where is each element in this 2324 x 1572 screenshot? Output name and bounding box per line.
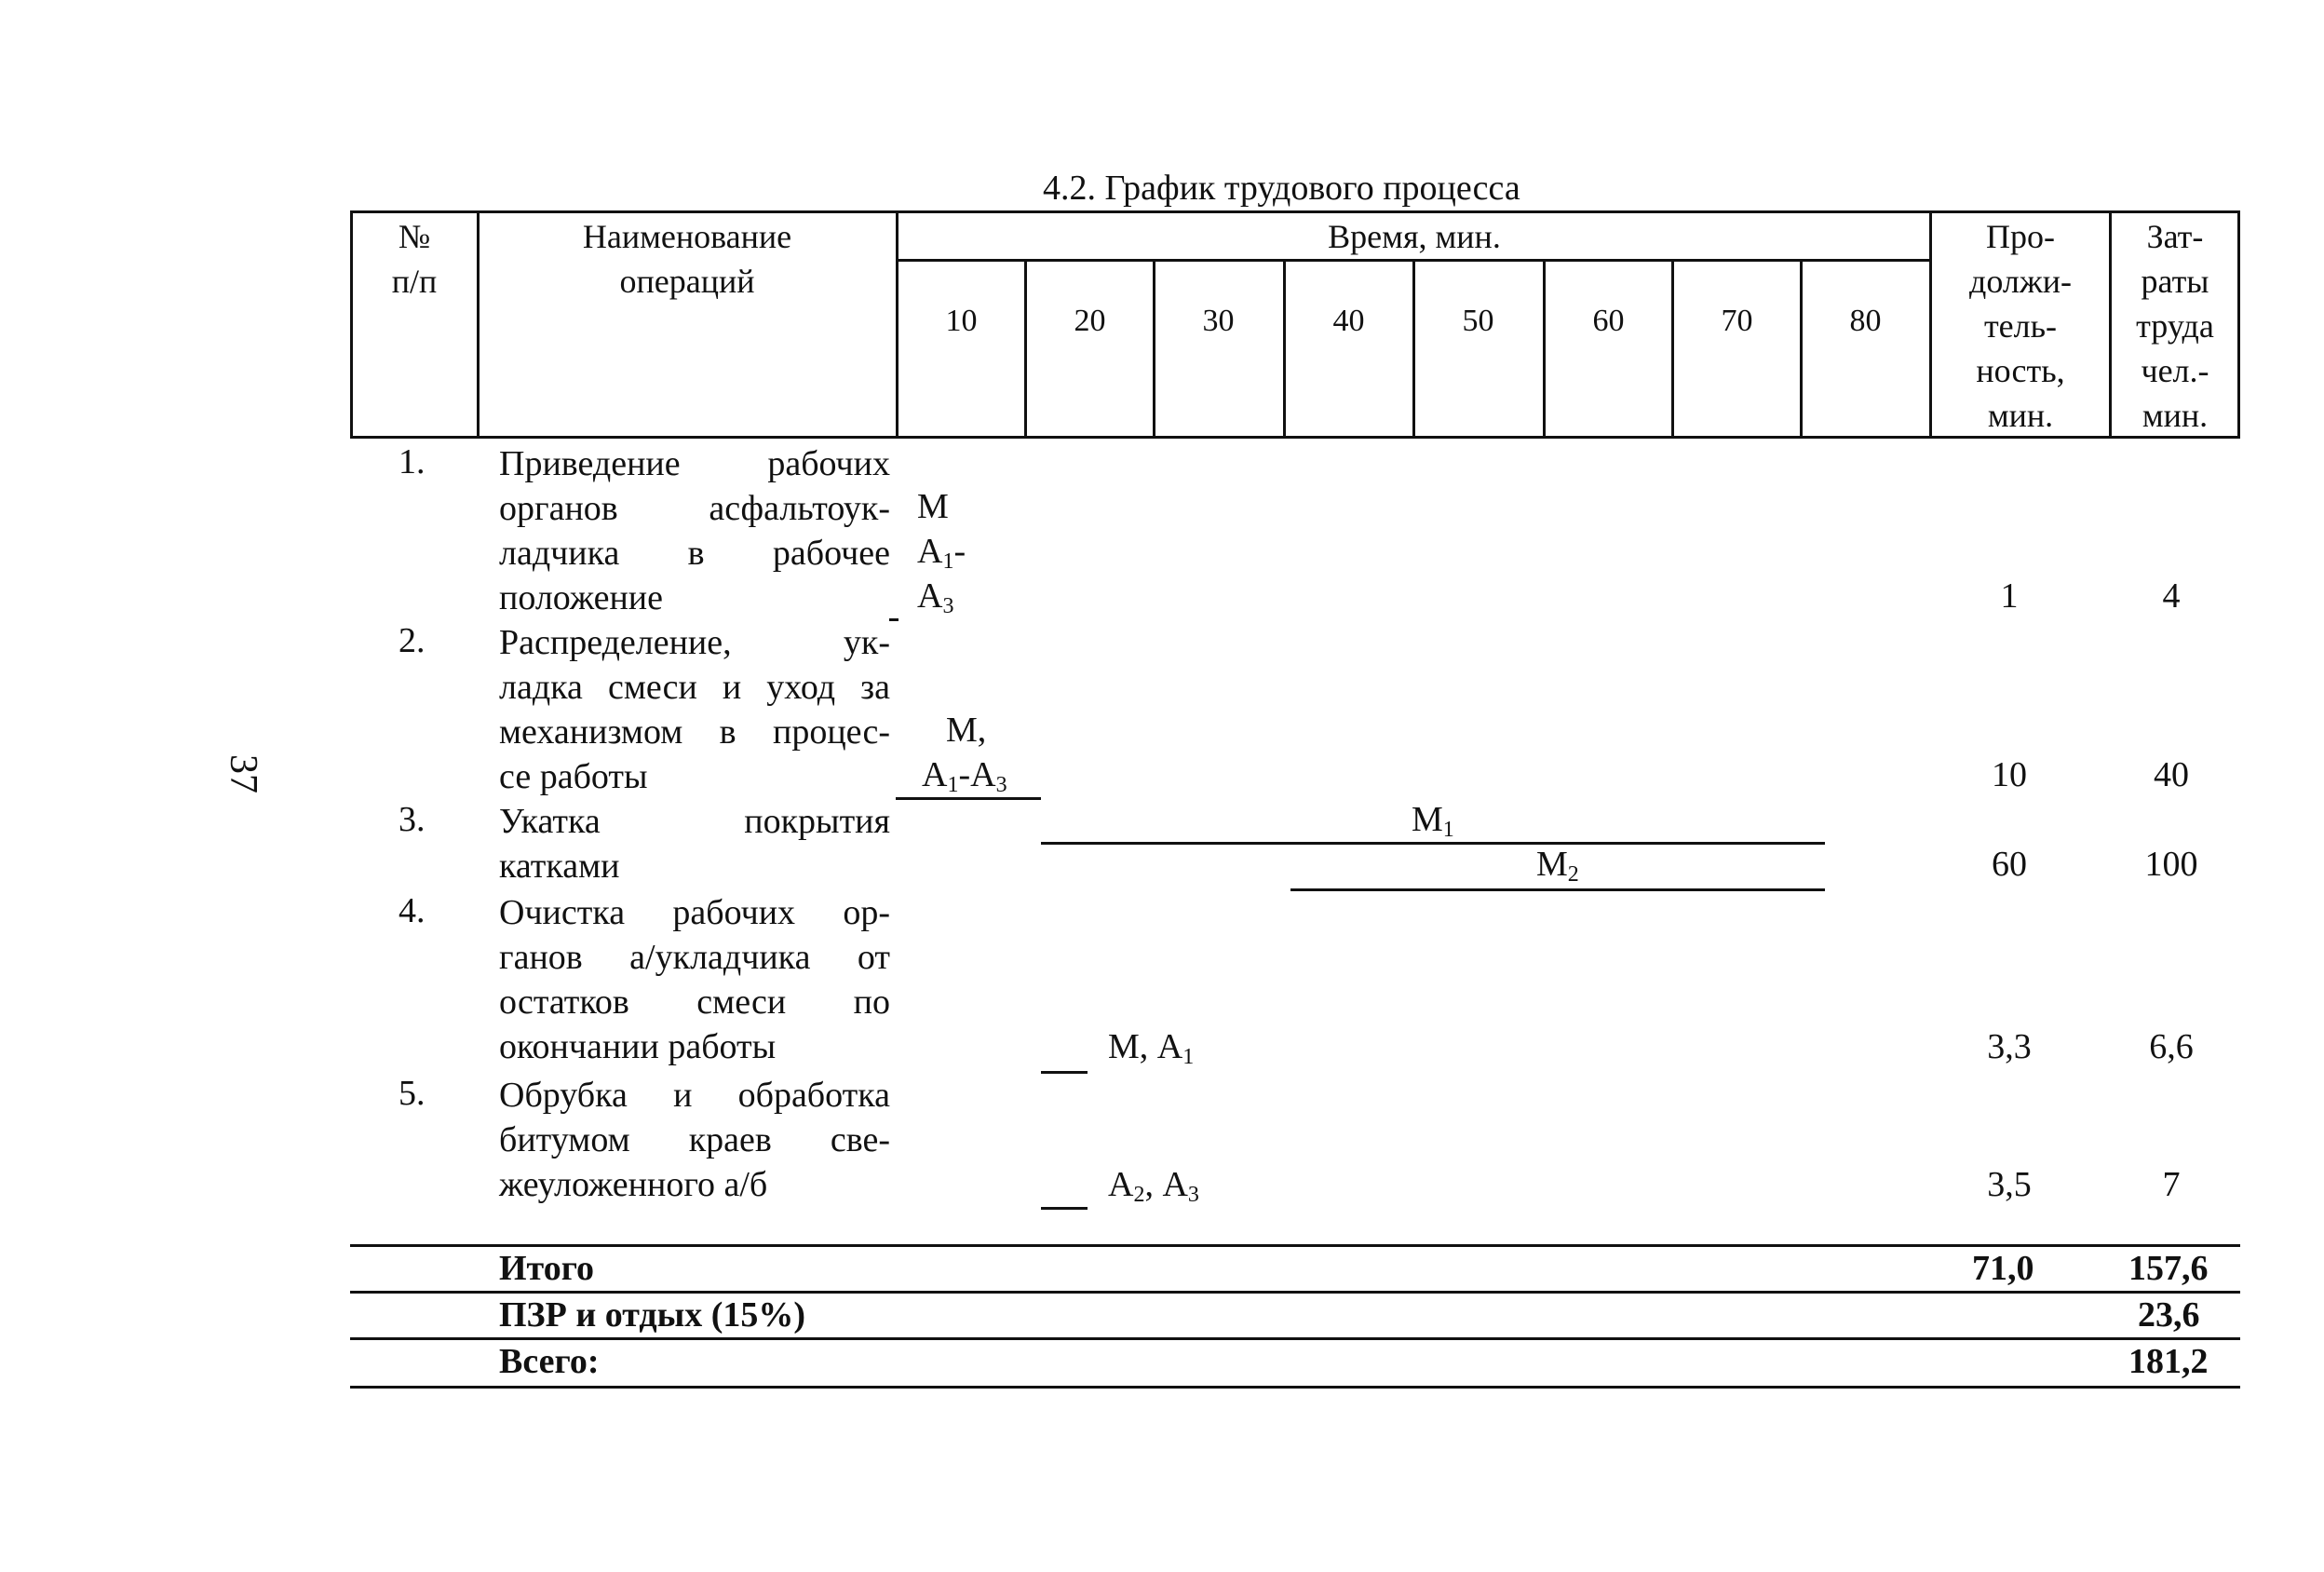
totals-label: Итого	[499, 1249, 595, 1288]
tick-divider	[1543, 259, 1546, 439]
tick-label: 80	[1849, 304, 1882, 338]
row-number: 3.	[399, 800, 426, 839]
tick-label: 70	[1721, 304, 1753, 338]
tick-label: 60	[1592, 304, 1625, 338]
header-labor: Зат- раты труда чел.- мин.	[2136, 218, 2214, 434]
crew-label: $А_2$, $А_3$	[1108, 1165, 1199, 1207]
operation-name: Приведение рабочих органов асфальтоук- ладчика в рабочее положение	[499, 444, 890, 617]
totals-label: Всего:	[499, 1342, 600, 1381]
labor-value: 100	[2144, 845, 2198, 884]
table-title: 4.2. График трудового процесса	[1043, 169, 1520, 208]
header-no: № п/п	[391, 218, 438, 300]
operation-name: Распределение, ук- ладка смеси и уход за механизмом в процес- се работы	[499, 623, 890, 796]
crew-label: $М_1$	[1412, 800, 1454, 842]
totals-divider	[350, 1291, 2240, 1294]
labor-value: 40	[2154, 755, 2189, 794]
crew-label: $А_1-$	[917, 532, 966, 574]
operation-name: Обрубка и обработка битумом краев све- жеуложенного а/б	[499, 1076, 890, 1204]
header-duration: Про- должи- тель- ность, мин.	[1969, 218, 2072, 434]
gantt-bar-m2	[1290, 888, 1825, 891]
labor-value: 6,6	[2149, 1027, 2194, 1066]
crew-label: $А_1-А_3$	[922, 755, 1007, 797]
header-name: Наименование операций	[582, 218, 792, 300]
labor-value: 4	[2162, 576, 2181, 616]
operation-name: Укатка покрытия катками	[499, 802, 890, 886]
tick-label: 30	[1202, 304, 1235, 338]
gantt-bar-m1	[1041, 842, 1825, 845]
header-time: Время, мин.	[1328, 218, 1501, 255]
header-right-border	[2237, 210, 2240, 439]
duration-value: 3,3	[1987, 1027, 2032, 1066]
crew-label: М, $А_1$	[1108, 1027, 1195, 1069]
tick-label: 50	[1462, 304, 1494, 338]
gantt-bar-row2	[896, 797, 1041, 800]
gantt-bar-row4	[1041, 1071, 1088, 1074]
gantt-bar-row5	[1041, 1207, 1088, 1210]
row-number: 4.	[399, 891, 426, 930]
crew-label: М	[917, 487, 949, 526]
gantt-bar-row1	[889, 618, 899, 621]
tick-divider	[1671, 259, 1674, 439]
totals-label: ПЗР и отдых (15%)	[499, 1295, 806, 1335]
tick-divider	[1024, 259, 1027, 439]
tick-label: 40	[1332, 304, 1365, 338]
duration-value: 3,5	[1987, 1165, 2032, 1204]
tick-divider	[1412, 259, 1415, 439]
header-divider	[477, 210, 480, 439]
row-number: 2.	[399, 621, 426, 660]
crew-label: $М_2$	[1536, 845, 1579, 887]
crew-label: $А_3$	[917, 576, 954, 618]
tick-label: 10	[945, 304, 978, 338]
duration-value: 1	[2000, 576, 2019, 616]
totals-bottom-border	[350, 1386, 2240, 1389]
header-divider	[2109, 210, 2112, 439]
crew-label: М,	[946, 711, 987, 750]
tick-divider	[1283, 259, 1286, 439]
tick-divider	[1153, 259, 1155, 439]
row-number: 1.	[399, 442, 426, 481]
duration-value: 10	[1992, 755, 2027, 794]
totals-labor: 157,6	[2128, 1249, 2209, 1288]
totals-labor: 23,6	[2138, 1295, 2200, 1335]
operation-name: Очистка рабочих ор- ганов а/укладчика от остатков смеси по окончании работы	[499, 893, 890, 1066]
totals-duration: 71,0	[1972, 1249, 2034, 1288]
totals-divider	[350, 1337, 2240, 1340]
row-number: 5.	[399, 1074, 426, 1113]
totals-top-border	[350, 1244, 2240, 1247]
duration-value: 60	[1992, 845, 2027, 884]
header-top-border	[350, 210, 2240, 213]
page-number: 37	[222, 754, 264, 793]
tick-divider	[1800, 259, 1803, 439]
header-left-border	[350, 210, 353, 439]
totals-labor: 181,2	[2128, 1342, 2209, 1381]
tick-label: 20	[1074, 304, 1106, 338]
labor-value: 7	[2162, 1165, 2181, 1204]
